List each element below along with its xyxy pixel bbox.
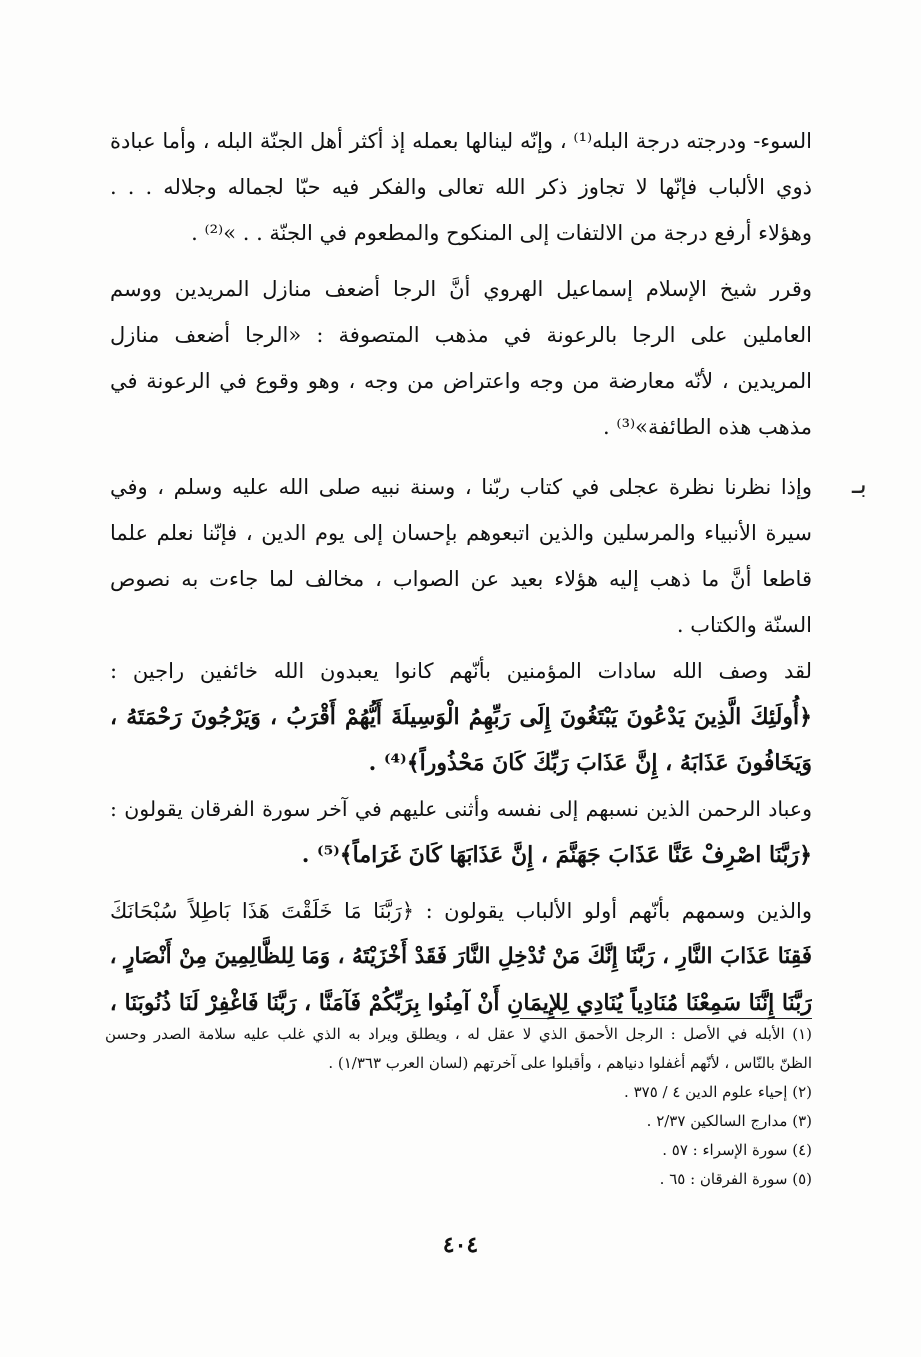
text-line: السنّة والكتاب . <box>676 613 812 637</box>
text-line: وإذا نظرنا نظرة عجلى في كتاب ربّنا ، وسنة نبيه صلى الله عليه وسلم ، وفي <box>110 475 812 499</box>
text-line: السوء- ودرجته درجة البله⁽¹⁾ ، وإنّه لينالها بعمله إذ أكثر أهل الجنّة البله ، وأما عبادة <box>110 129 812 153</box>
footnote-line: (٤) سورة الإسراء : ٥٧ . <box>662 1141 812 1159</box>
text-line: العاملين على الرجا بالرعونة في مذهب المتصوفة : «الرجا أضعف منازل <box>110 323 812 347</box>
text-line: وقرر شيخ الإسلام إسماعيل الهروي أنَّ الرجا أضعف منازل المريدين ووسم <box>110 277 812 301</box>
quran-verse-line: ﴿أُولَئِكَ الَّذِينَ يَدْعُونَ يَبْتَغُونَ إِلَى رَبِّهِمُ الْوَسِيلَةَ أَيُّهُمْ أَقْرَبُ ، وَيَرْجُونَ رَحْمَتَهُ ، <box>110 704 812 730</box>
footnote-line: (٥) سورة الفرقان : ٦٥ . <box>659 1170 812 1188</box>
text-line: المريدين ، لأنّه معارضة من وجه واعتراض من وجه ، وهو وقوع في الرعونة في <box>110 369 812 393</box>
quran-verse-line: رَبَّنَا إِنَّنَا سَمِعْنَا مُنَادِياً يُنَادِي لِلإِيمَانِ أَنْ آمِنُوا بِرَبِّكُمْ فَآمَنَّا ، رَبَّنَا فَاغْفِرْ لَنَا ذُنُوبَنَا ، <box>110 990 812 1016</box>
footnote-line: (١) الأبله في الأصل : الرجل الأحمق الذي لا عقل له ، ويطلق ويراد به الذي غلب عليه سلامة الصدر وحسن <box>105 1025 812 1043</box>
text-line: سيرة الأنبياء والمرسلين والذين اتبعوهم بإحسان إلى يوم الدين ، فإنّنا نعلم علما <box>110 521 812 545</box>
footnote-line: (٣) مدارج السالكين ٢/٣٧ . <box>646 1112 812 1130</box>
text-line: وعباد الرحمن الذين نسبهم إلى نفسه وأثنى عليهم في آخر سورة الفرقان يقولون : <box>110 797 812 821</box>
text-line: ذوي الألباب فإنّها لا تجاوز ذكر الله تعالى والفكر فيه حبّا لجماله وجلاله . . . <box>110 175 812 199</box>
text-line: لقد وصف الله سادات المؤمنين بأنّهم كانوا يعبدون الله خائفين راجين : <box>110 659 812 683</box>
footnote-separator <box>520 1018 812 1019</box>
text-line: قاطعا أنَّ ما ذهب إليه هؤلاء بعيد عن الصواب ، مخالف لما جاءت به نصوص <box>110 567 812 591</box>
text-line: والذين وسمهم بأنّهم أولو الألباب يقولون : ﴿رَبَّنَا مَا خَلَقْتَ هَذَا بَاطِلاً سُبْحَانَكَ <box>110 899 812 923</box>
footnote-line: (٢) إحياء علوم الدين ٤ / ٣٧٥ . <box>624 1083 812 1101</box>
quran-verse-line: فَقِنَا عَذَابَ النَّارِ ، رَبَّنَا إِنَّكَ مَنْ تُدْخِلِ النَّارَ فَقَدْ أَخْزَيْتَهُ ، وَمَا لِلظَّالِمِينَ مِنْ أَنْصَارٍ ، <box>110 944 812 969</box>
footnotes <box>105 1020 812 1194</box>
footnote-line: الظنّ بالنّاس ، لأنّهم أغفلوا دنياهم ، وأقبلوا على آخرتهم (لسان العرب ١/٣٦٣) . <box>328 1054 812 1072</box>
main-text <box>110 118 812 1026</box>
quran-verse-line: وَيَخَافُونَ عَذَابَهُ ، إِنَّ عَذَابَ رَبِّكَ كَانَ مَحْذُوراً﴾⁽⁴⁾ . <box>368 750 812 776</box>
marginal-mark: بـ <box>852 470 867 500</box>
page-number: ٤٠٤ <box>442 1232 479 1258</box>
text-line: مذهب هذه الطائفة»⁽³⁾ . <box>603 415 812 439</box>
quran-verse-line: ﴿رَبَّنَا اصْرِفْ عَنَّا عَذَابَ جَهَنَّمَ ، إِنَّ عَذَابَهَا كَانَ غَرَاماً﴾⁽⁵⁾ . <box>301 842 812 868</box>
text-line: وهؤلاء أرفع درجة من الالتفات إلى المنكوح والمطعوم في الجنّة . . »⁽²⁾ . <box>191 221 812 245</box>
